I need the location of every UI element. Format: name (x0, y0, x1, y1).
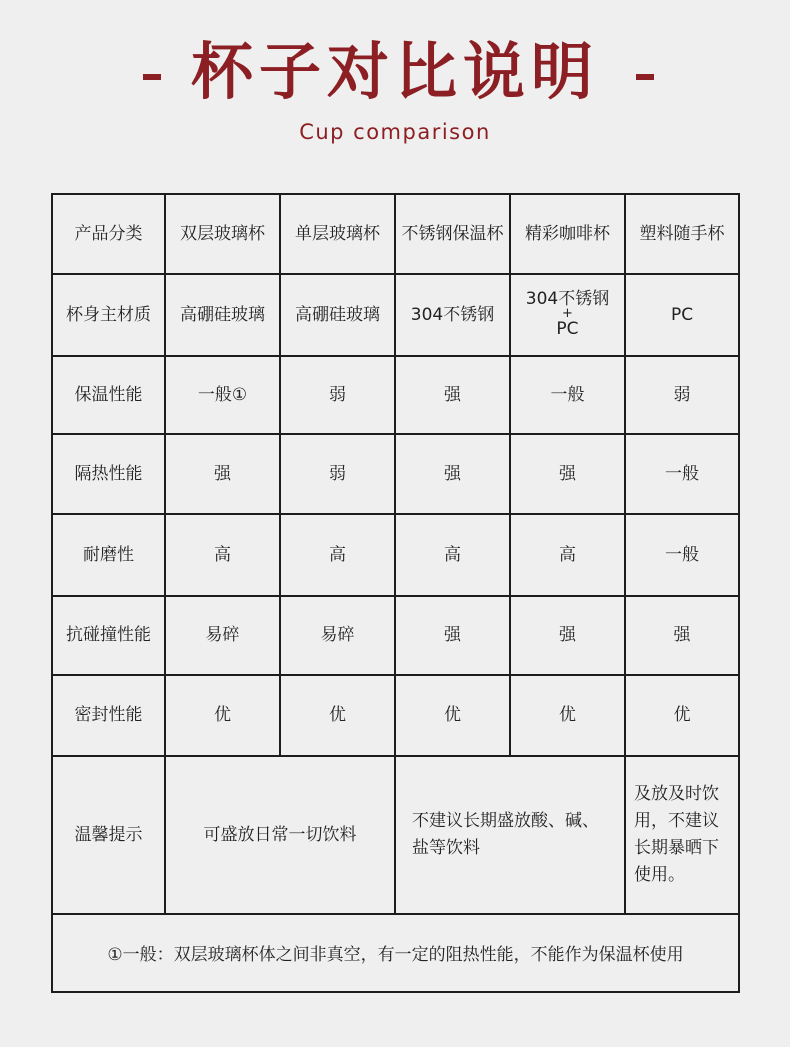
table-cell: 弱 (280, 356, 395, 434)
row-label: 密封性能 (53, 675, 165, 756)
table-cell: 精彩咖啡杯 (510, 195, 625, 274)
tip-steel: 不建议长期盛放酸、碱、盐等饮料 (395, 756, 625, 914)
table-cell: 不锈钢保温杯 (395, 195, 510, 274)
table-cell: 强 (395, 596, 510, 675)
table-cell (510, 274, 625, 356)
page-title: 杯子对比说明 (190, 35, 599, 108)
title-row (0, 32, 790, 112)
table-cell: 弱 (625, 356, 738, 434)
table-cell: 高 (395, 514, 510, 596)
table-cell: 一般 (625, 434, 738, 514)
table-cell: 优 (510, 675, 625, 756)
table-cell: 高硼硅玻璃 (280, 274, 395, 356)
table-row (53, 195, 738, 274)
table-cell: 优 (280, 675, 395, 756)
row-label: 抗碰撞性能 (53, 596, 165, 675)
table-cell: 优 (395, 675, 510, 756)
row-label: 杯身主材质 (53, 274, 165, 356)
tip-plastic: 及放及时饮用，不建议长期暴晒下使用。 (625, 756, 738, 914)
table-row (53, 434, 738, 514)
table-cell: 强 (395, 356, 510, 434)
table-row (53, 356, 738, 434)
table-cell: 塑料随手杯 (625, 195, 738, 274)
comparison-table (51, 193, 740, 993)
material-plus: + (562, 305, 573, 321)
table-cell: PC (625, 274, 738, 356)
row-label: 温馨提示 (53, 756, 165, 914)
tips-row (53, 756, 738, 914)
table-cell: 304不锈钢 (395, 274, 510, 356)
material-combo (526, 290, 609, 338)
table-cell: 单层玻璃杯 (280, 195, 395, 274)
row-label: 保温性能 (53, 356, 165, 434)
table-cell: 强 (510, 434, 625, 514)
material-second: PC (556, 318, 579, 339)
table-row (53, 274, 738, 356)
table-cell: 高 (280, 514, 395, 596)
tip-glass: 可盛放日常一切饮料 (165, 756, 395, 914)
table-cell: 易碎 (165, 596, 280, 675)
row-label: 产品分类 (53, 195, 165, 274)
table-cell: 一般 (510, 356, 625, 434)
table-cell: 高 (165, 514, 280, 596)
table-cell: 高硼硅玻璃 (165, 274, 280, 356)
footnote-row (53, 914, 738, 995)
table-cell: 强 (510, 596, 625, 675)
table-row (53, 675, 738, 756)
table-cell: 强 (395, 434, 510, 514)
header (0, 0, 790, 190)
table-cell: 强 (625, 596, 738, 675)
row-label: 隔热性能 (53, 434, 165, 514)
table-row (53, 596, 738, 675)
table-cell: 弱 (280, 434, 395, 514)
title-dash-right (636, 74, 654, 80)
table-cell: 强 (165, 434, 280, 514)
table-cell: 优 (625, 675, 738, 756)
table-cell: 双层玻璃杯 (165, 195, 280, 274)
table-cell: 一般 (625, 514, 738, 596)
page-subtitle: Cup comparison (299, 120, 491, 144)
table-cell: 优 (165, 675, 280, 756)
table-row (53, 514, 738, 596)
table-cell: 易碎 (280, 596, 395, 675)
table-cell: 一般① (165, 356, 280, 434)
footnote: ①一般：双层玻璃杯体之间非真空，有一定的阻热性能，不能作为保温杯使用 (53, 914, 738, 995)
row-label: 耐磨性 (53, 514, 165, 596)
material-first: 304不锈钢 (525, 288, 610, 309)
title-dash-left (143, 74, 161, 80)
table-cell: 高 (510, 514, 625, 596)
